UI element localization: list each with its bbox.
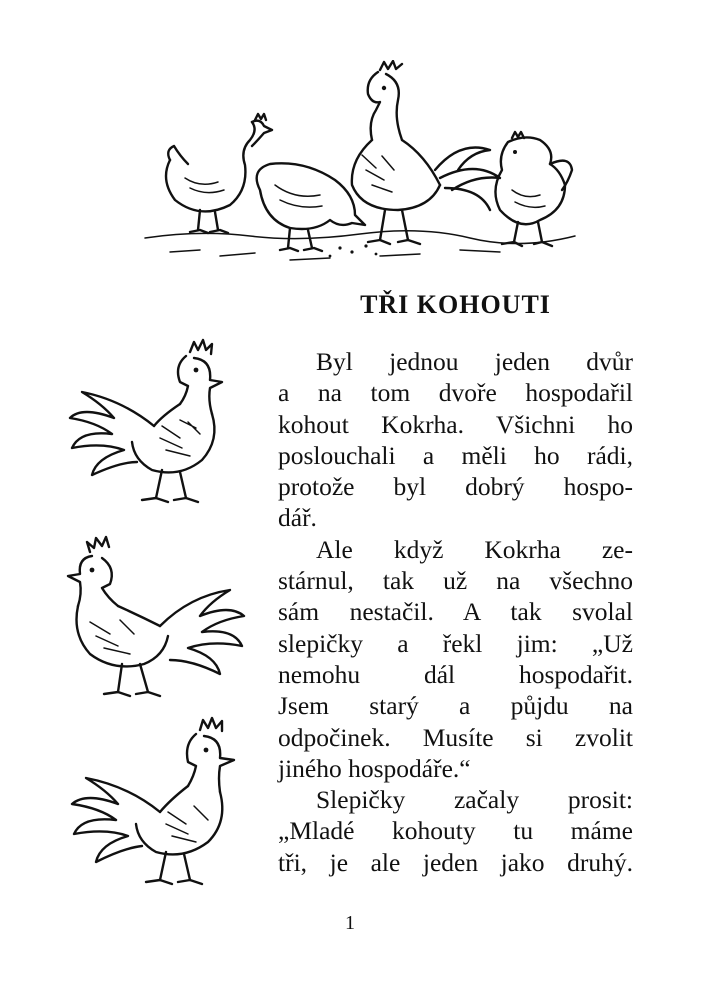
paragraph [278,346,633,534]
paragraph [278,784,633,878]
rooster-illustration [62,330,237,510]
text-line: stárnul, tak už na všechno [278,566,633,596]
story-title: TŘI KOHOUTI [360,290,551,319]
text-line: Slepičky začaly prosit: [316,785,633,815]
text-line: Byl jednou jeden dvůr [316,347,633,376]
text-line: tři, je ale jeden jako druhý. [278,847,633,877]
page-number: 1 [345,912,355,934]
story-text [278,346,633,878]
text-line: nemohu dál hospodařit. [278,659,633,689]
text-line: jiného hospodáře.“ [278,753,471,783]
text-line: Jsem starý a půjdu na [278,691,633,721]
text-line: sám nestačil. A tak svolal [278,597,633,627]
text-line: kohout Kokrha. Všichni ho [278,409,633,439]
text-line: poslouchali a měli ho rádi, [278,440,633,470]
paragraph [278,534,633,784]
rooster-drawing [352,61,500,244]
text-line: slepičky a řekl jim: „Už [278,628,633,658]
text-line: „Mladé kohouty tu máme [278,816,633,846]
text-line: Ale když Kokrha ze- [316,534,633,564]
text-line: a na tom dvoře hospodařil [278,378,633,408]
text-line: dář. [278,503,317,533]
text-line: protože byl dobrý hospo- [278,472,633,502]
hen-drawing [166,114,272,233]
rooster-illustration [60,530,250,705]
hens-and-rooster-illustration [140,60,580,275]
rooster-illustration [62,712,247,892]
hen-drawing [495,132,572,246]
text-line: odpočinek. Musíte si zvolit [278,722,633,752]
